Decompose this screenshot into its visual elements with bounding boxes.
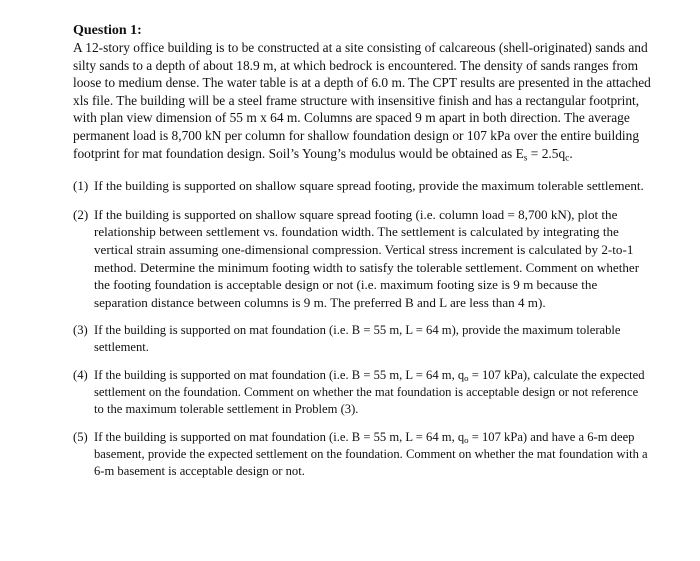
problem-item-5 [73,429,651,480]
question-intro [73,39,651,162]
problem-text-pre: If the building is supported on mat foundation (i.e. B = 55 m, L = 64 m, q [94,368,465,383]
intro-subscript-s: s [523,152,528,163]
problem-text: If the building is supported on shallow square spread footing, provide the maximum tolerable settlement. [94,178,644,194]
problem-subscript-o: o [464,373,469,384]
problem-text-post: = 107 kPa), calculate the expected settlement on the foundation. Comment on whether the mat foundation is acceptable design or not reference to the maximum tolerable settlement in Problem (3). [94,368,645,417]
question-document [73,22,651,491]
question-title: Question 1: [73,23,142,38]
problem-number: (3) [73,323,88,338]
problem-item-4 [73,367,651,418]
problem-number: (1) [73,178,89,194]
problem-item-3 [73,322,651,356]
problem-text-post: = 107 kPa) and have a 6-m deep basement, provide the expected settlement on the foundation. Comment on whether the mat foundation with a 6-m basement is acceptable design or not. [94,430,648,479]
intro-period: . [569,145,573,161]
problem-subscript-o: o [464,435,469,446]
problem-text-pre: If the building is supported on mat foundation (i.e. B = 55 m, L = 64 m, q [94,430,465,445]
problem-number: (4) [73,368,88,383]
problem-text: If the building is supported on shallow square spread footing (i.e. column load = 8,700 kN), plot the relationship between settlement vs. foundation width. The settlement is calculated by integrating the vertical strain assuming one-dimensional compression. Vertical stress increment is calculated by 2-to-1 method. Determine the minimum footing width to satisfy the tolerable settlement. Comment on whether the footing foundation is acceptable design or not (i.e. maximum footing size is 9 m because the separation distance between columns is 9 m. The preferred B and L are less than 4 m). [94,206,640,310]
problem-text [94,367,651,418]
problem-number: (2) [73,206,89,222]
problem-text: If the building is supported on mat foundation (i.e. B = 55 m, L = 64 m), provide the maximum tolerable settlement. [94,323,621,355]
problem-text [94,429,651,480]
problem-item-1 [73,177,651,195]
intro-text: A 12-story office building is to be constructed at a site consisting of calcareous (shell-originated) sands and silty sands to a depth of about 18.9 m, at which bedrock is encountered. The density of sands ranges from loose to medium dense. The water table is at a depth of 6.0 m. The CPT results are presented in the attached xls file. The building will be a steel frame structure with insensitive finish and has a rectangular footprint, with plan view dimension of 55 m x 64 m. Columns are spaced 9 m apart in both direction. The average permanent load is 8,700 kN per column for shallow foundation design or 107 kPa over the entire building footprint for mat foundation design. Soil’s Young’s modulus would be obtained as E [73,40,651,161]
problem-item-2 [73,206,651,312]
intro-formula: = 2.5q [527,145,566,161]
problem-list [73,177,651,480]
intro-subscript-c: c [565,152,570,163]
problem-number: (5) [73,430,88,445]
